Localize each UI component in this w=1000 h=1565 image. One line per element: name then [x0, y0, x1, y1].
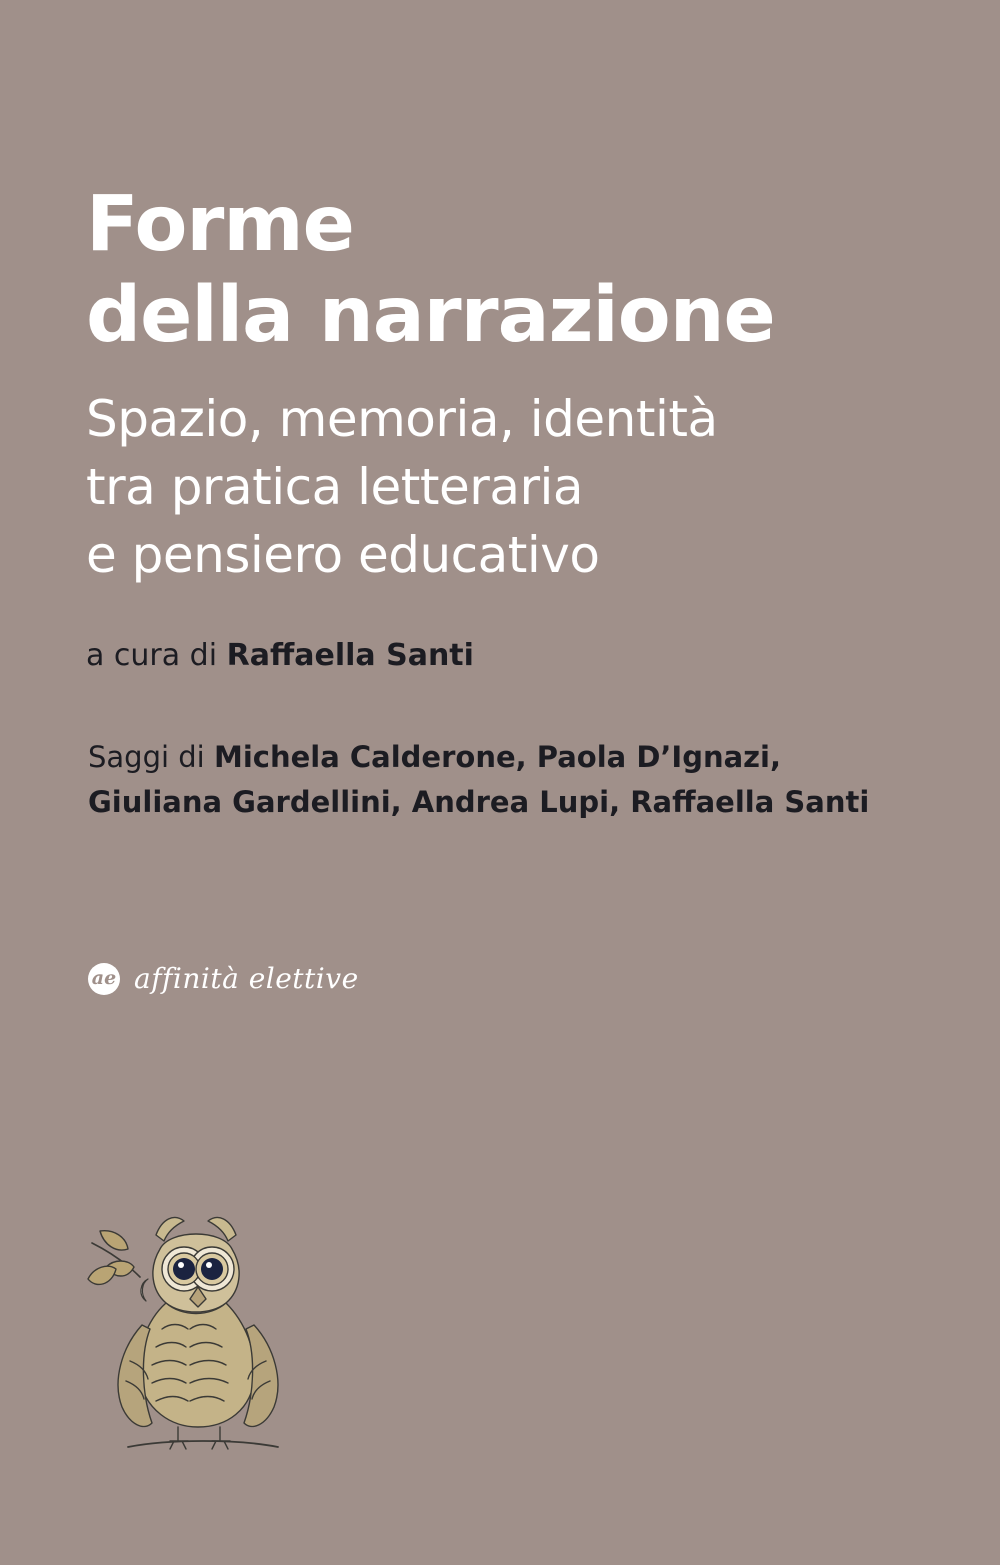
publisher-logo [88, 962, 359, 995]
subtitle-line-2: tra pratica letteraria [86, 458, 584, 516]
book-title [86, 180, 926, 362]
publisher-name: affinità elettive [134, 962, 359, 995]
title-line-2: della narrazione [86, 270, 775, 360]
book-subtitle [86, 385, 946, 589]
title-line-1: Forme [86, 180, 354, 269]
subtitle-line-3: e pensiero educativo [86, 526, 600, 584]
contributors-names: Michela Calderone, Paola D’Ignazi, Giuliana Gardellini, Andrea Lupi, Raffaella Santi [88, 740, 870, 820]
contributors-credit [88, 735, 888, 825]
editor-prefix: a cura di [86, 638, 227, 673]
contributors-prefix: Saggi di [88, 740, 214, 774]
editor-name: Raffaella Santi [226, 638, 474, 673]
subtitle-line-1: Spazio, memoria, identità [86, 390, 718, 448]
publisher-monogram-icon: ae [88, 963, 120, 995]
editor-credit [86, 638, 474, 673]
owl-illustration [78, 1195, 328, 1455]
